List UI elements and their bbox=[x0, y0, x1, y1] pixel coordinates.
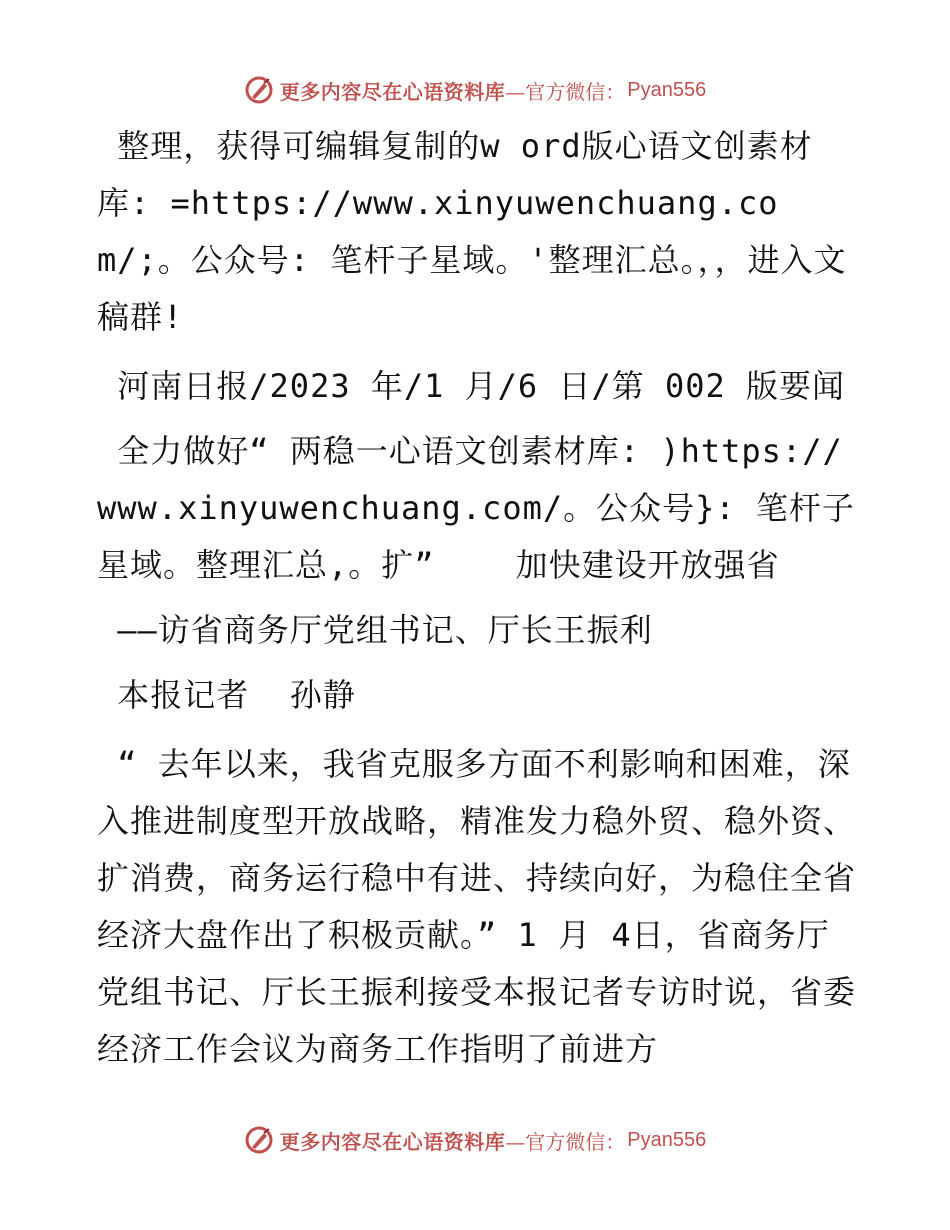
watermark-header bbox=[0, 70, 950, 110]
watermark-handle: Pyan556 bbox=[627, 78, 707, 101]
source-line: 河南日报/2023 年/1 月/6 日/第 002 版要闻 bbox=[97, 367, 846, 405]
watermark-handle: Pyan556 bbox=[627, 1128, 707, 1151]
headline: 全力做好“ 两稳一心语文创素材库: )https://www.xinyuwenchuang.com/。公众号}: 笔杆子星域。整理汇总,。扩” 加快建设开放强省 bbox=[97, 432, 855, 584]
watermark-footer bbox=[0, 1120, 950, 1160]
intro-paragraph: 整理，获得可编辑复制的w ord版心语文创素材库: =https://www.xinyuwenchuang.com/;。公众号: 笔杆子星域。'整理汇总。，，进入文稿群! bbox=[97, 127, 847, 336]
watermark-separator: —官方微信： bbox=[505, 1129, 626, 1154]
quill-pen-logo-icon bbox=[244, 75, 274, 105]
document-body bbox=[97, 118, 857, 1078]
watermark-brand-text: 更多内容尽在心语资料库 bbox=[279, 1129, 506, 1154]
subheadline: ——访省商务厅党组书记、厅长王振利 bbox=[97, 611, 653, 649]
watermark-brand-text: 更多内容尽在心语资料库 bbox=[279, 79, 506, 104]
body-paragraph: “ 去年以来，我省克服多方面不利影响和困难，深入推进制度型开放战略，精准发力稳外贸、稳外资、扩消费，商务运行稳中有进、持续向好，为稳住全省经济大盘作出了积极贡献。” 1 月 4日，省商务厅党组书记、厅长王振利接受本报记者专访时说，省委经济工作会议为商务工作指明了前进方 bbox=[97, 745, 857, 1068]
byline: 本报记者 孙静 bbox=[97, 676, 356, 714]
quill-pen-logo-icon bbox=[244, 1125, 274, 1155]
watermark-separator: —官方微信： bbox=[505, 79, 626, 104]
